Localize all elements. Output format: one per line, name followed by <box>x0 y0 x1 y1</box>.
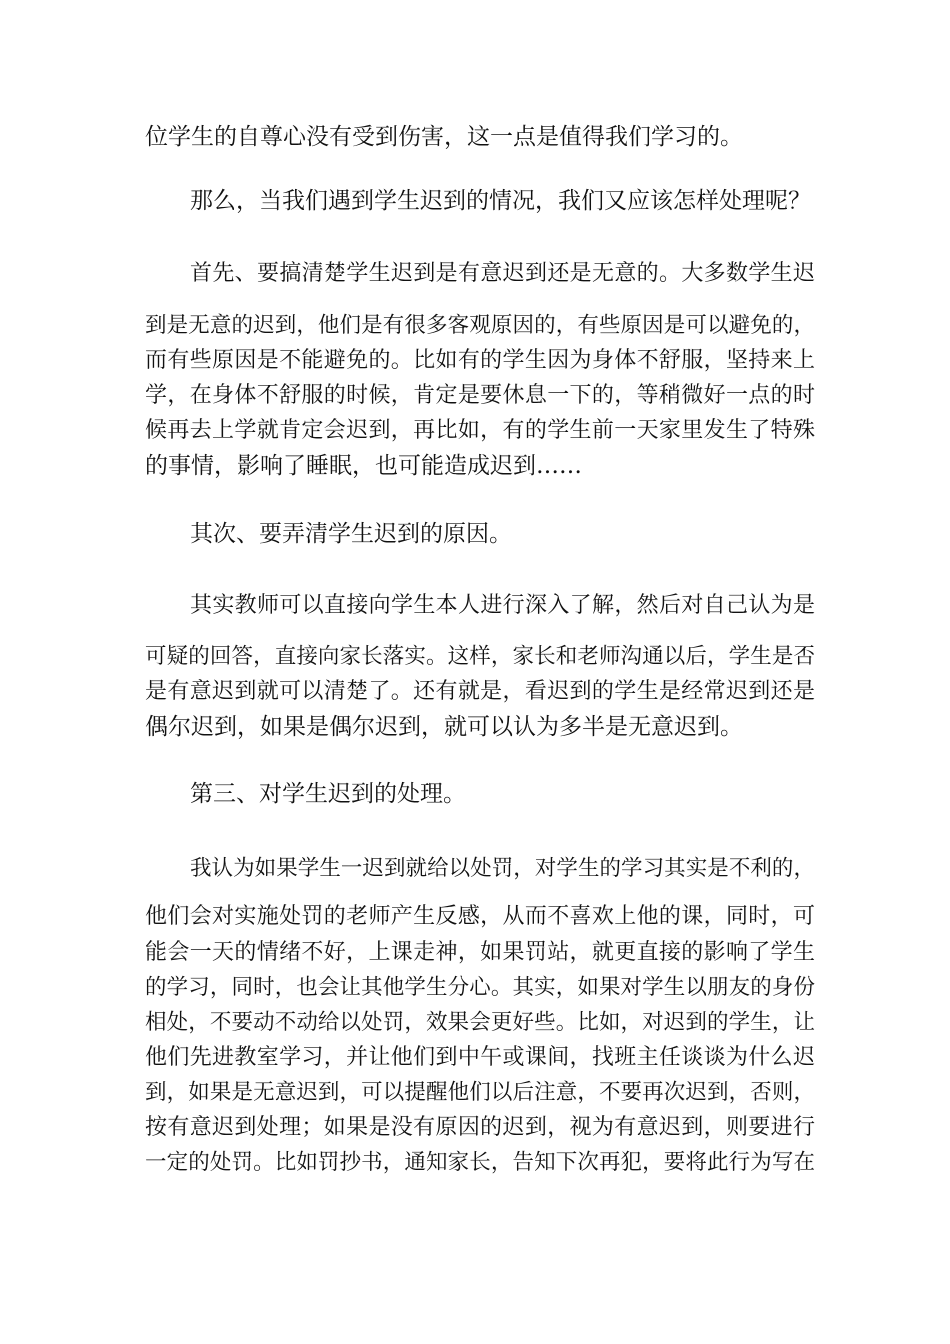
text-line: 其实教师可以直接向学生本人进行深入了解，然后对自己认为是 <box>190 593 815 618</box>
text-line: 可疑的回答，直接向家长落实。这样，家长和老师沟通以后，学生是否 <box>145 644 815 669</box>
text-line: 而有些原因是不能避免的。比如有的学生因为身体不舒服，坚持来上 <box>145 348 815 373</box>
text-line: 他们先进教室学习，并让他们到中午或课间，找班主任谈谈为什么迟 <box>145 1045 815 1070</box>
text-line: 我认为如果学生一迟到就给以处罚，对学生的学习其实是不利的， <box>190 856 815 881</box>
text-line: 他们会对实施处罚的老师产生反感，从而不喜欢上他的课，同时，可 <box>145 904 815 929</box>
text-line: 位学生的自尊心没有受到伤害，这一点是值得我们学习的。 <box>145 124 743 150</box>
text-line: 到，如果是无意迟到，可以提醒他们以后注意，不要再次迟到，否则， <box>145 1080 815 1105</box>
text-line: 的事情，影响了睡眠，也可能造成迟到…… <box>145 453 582 479</box>
text-line: 第三、对学生迟到的处理。 <box>190 781 466 807</box>
text-line: 候再去上学就肯定会迟到，再比如，有的学生前一天家里发生了特殊 <box>145 418 815 443</box>
text-line: 到是无意的迟到，他们是有很多客观原因的，有些原因是可以避免的， <box>145 313 815 338</box>
text-line: 那么，当我们遇到学生迟到的情况，我们又应该怎样处理呢？ <box>190 188 811 214</box>
text-line: 是有意迟到就可以清楚了。还有就是，看迟到的学生是经常迟到还是 <box>145 679 815 704</box>
text-line: 一定的处罚。比如罚抄书，通知家长，告知下次再犯，要将此行为写在 <box>145 1150 815 1175</box>
text-line: 相处，不要动不动给以处罚，效果会更好些。比如，对迟到的学生，让 <box>145 1010 815 1035</box>
text-line: 首先、要搞清楚学生迟到是有意迟到还是无意的。大多数学生迟 <box>190 261 815 286</box>
text-line: 其次、要弄清学生迟到的原因。 <box>190 521 512 547</box>
text-line: 学，在身体不舒服的时候，肯定是要休息一下的，等稍微好一点的时 <box>145 383 815 408</box>
text-line: 的学习，同时，也会让其他学生分心。其实，如果对学生以朋友的身份 <box>145 975 815 1000</box>
text-line: 按有意迟到处理；如果是没有原因的迟到，视为有意迟到，则要进行 <box>145 1115 815 1140</box>
text-line: 能会一天的情绪不好，上课走神，如果罚站，就更直接的影响了学生 <box>145 940 815 965</box>
text-line: 偶尔迟到，如果是偶尔迟到，就可以认为多半是无意迟到。 <box>145 714 743 740</box>
